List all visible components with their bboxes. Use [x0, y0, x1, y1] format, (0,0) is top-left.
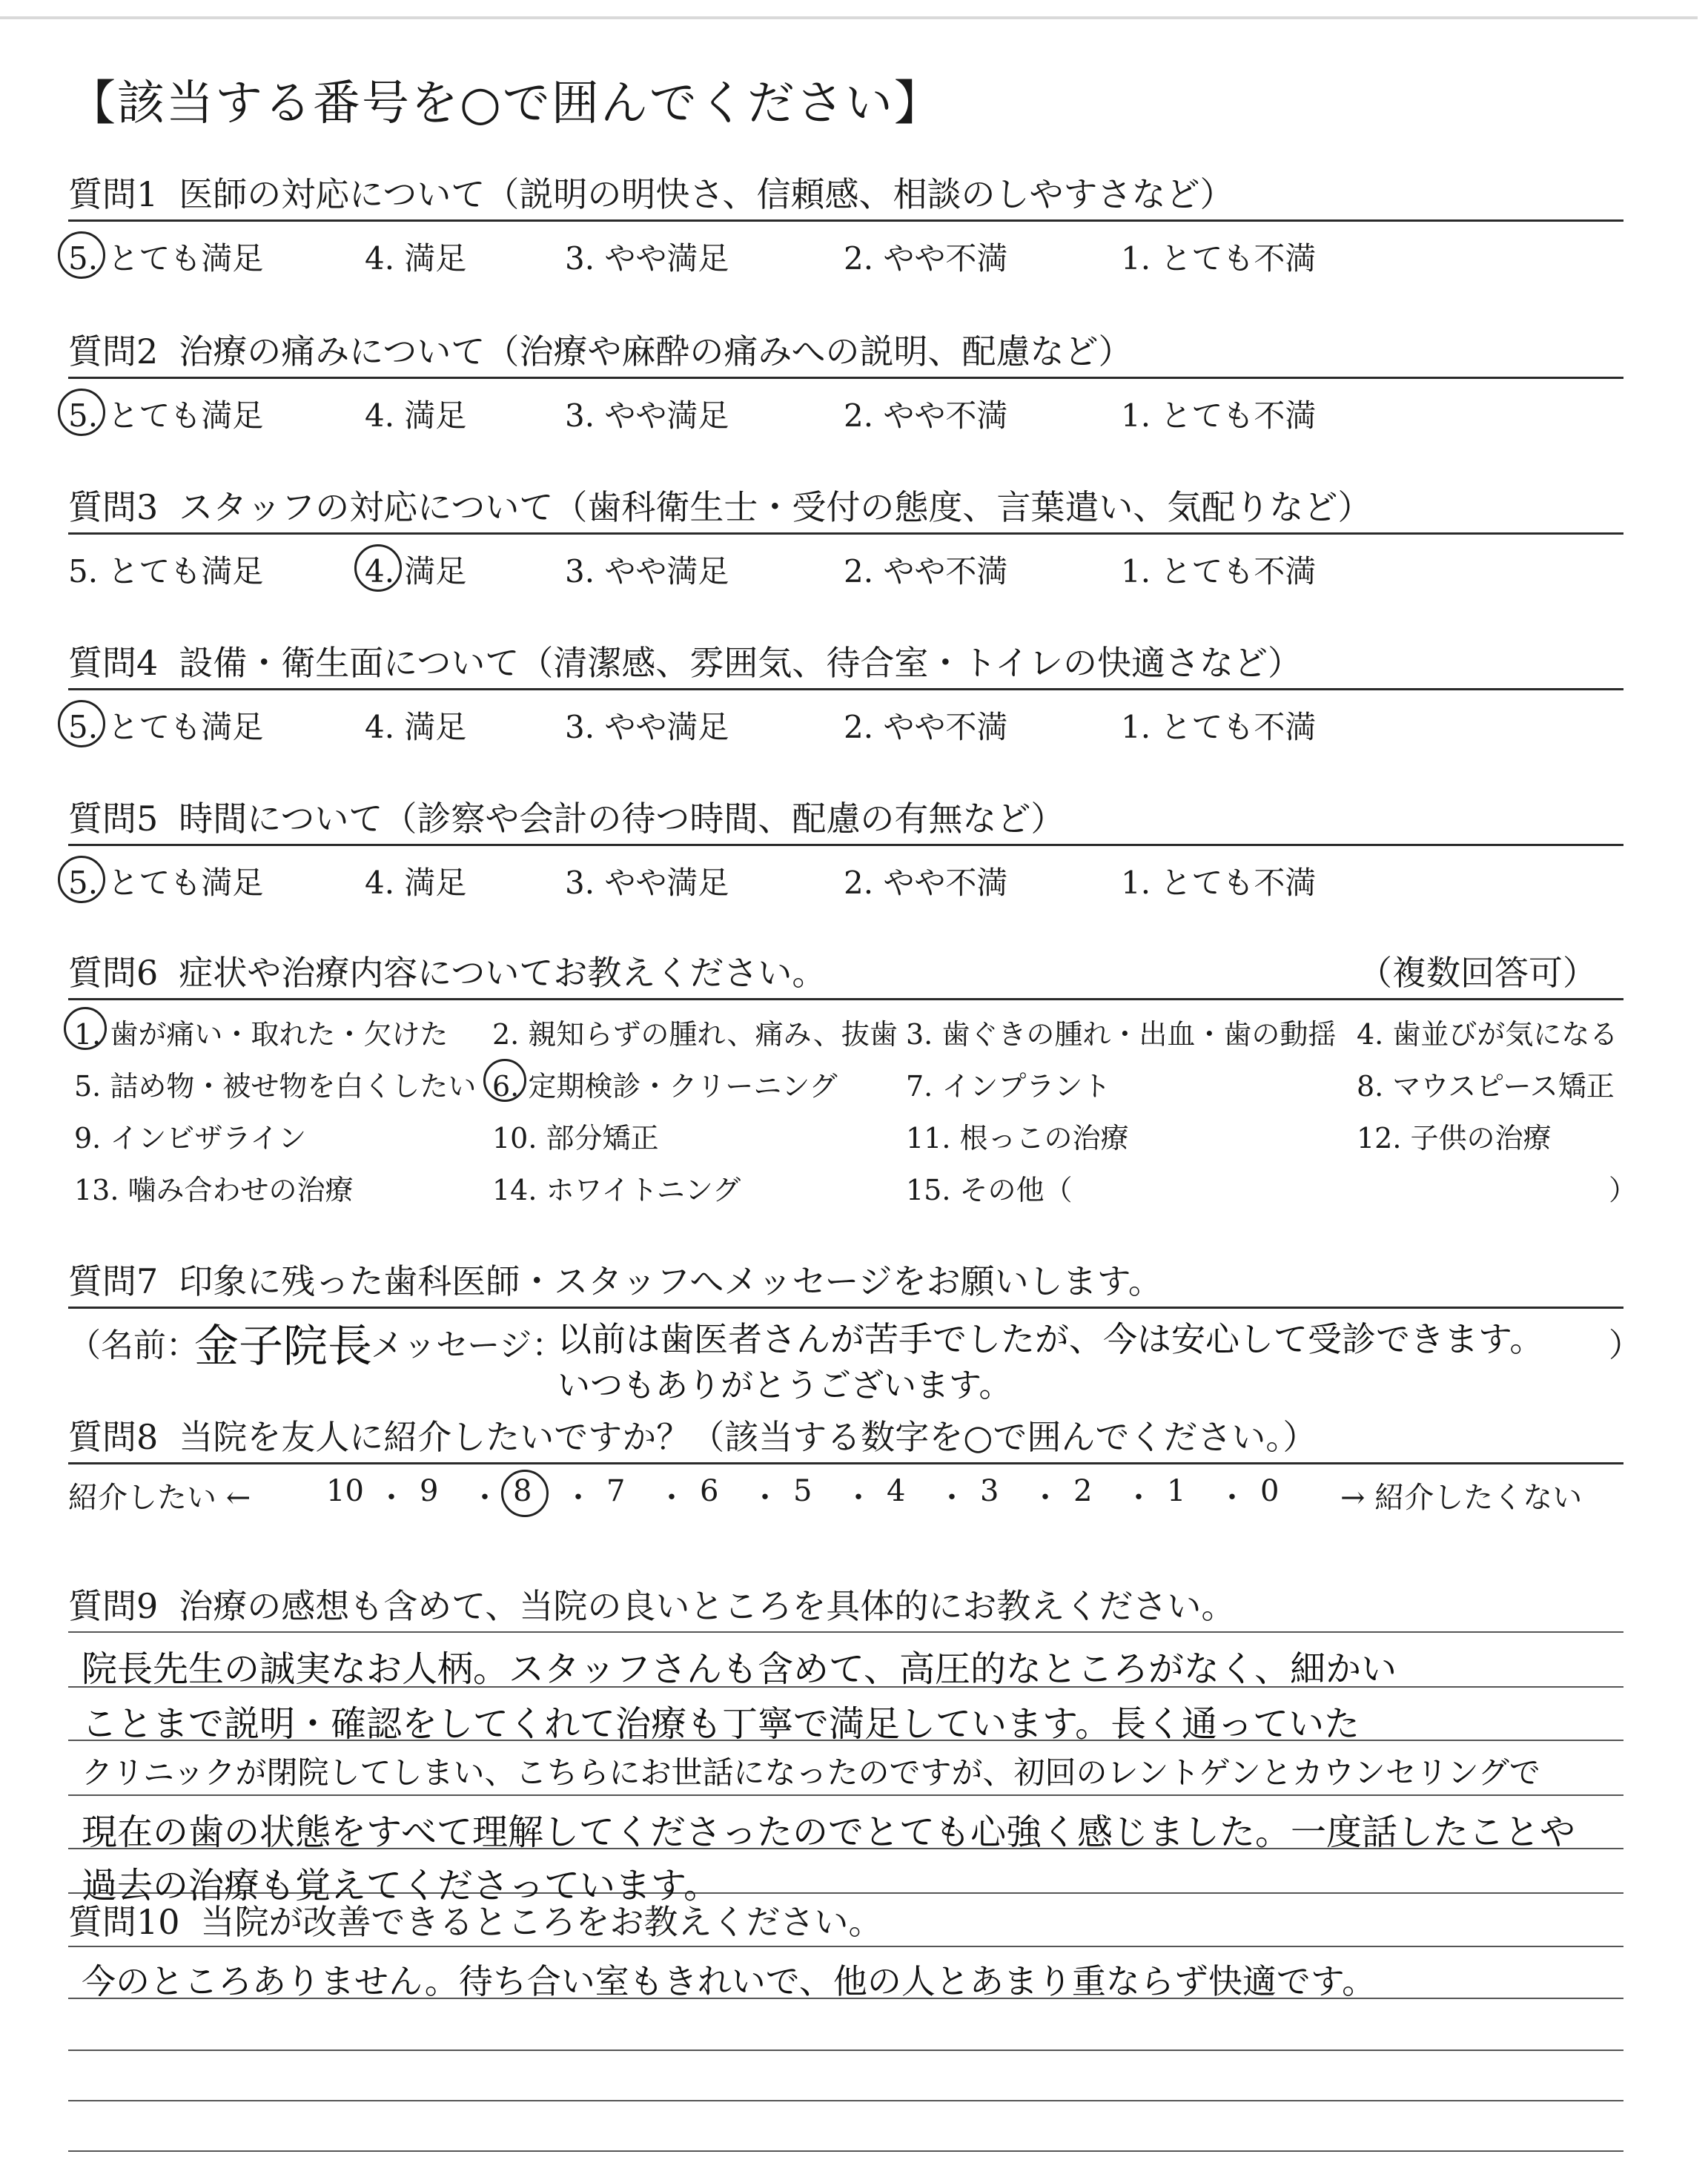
scale-separator: ・ — [563, 1481, 593, 1515]
scale-separator: ・ — [470, 1481, 500, 1515]
question-1 — [68, 168, 1234, 217]
rating-option-1: 1. とても不満 — [1121, 709, 1317, 745]
rating-option-2: 2. やや不満 — [844, 553, 1008, 589]
handwritten-answer-line-4: 現在の歯の状態をすべて理解してくださったのでとても心強く感じました。一度話したことや — [82, 1811, 1576, 1853]
rating-option-3: 3. やや満足 — [565, 397, 729, 434]
page-heading: 【該当する番号を○で囲んでください】 — [68, 76, 943, 131]
answer-rule — [68, 1631, 1623, 1633]
question-text: 医師の対応について（説明の明快さ、信頼感、相談のしやすさなど） — [179, 174, 1234, 214]
symptom-option-13: 13. 噛み合わせの治療 — [74, 1174, 354, 1206]
recommend-left-label: 紹介したい ← — [68, 1481, 251, 1515]
scale-separator: ・ — [1124, 1481, 1153, 1515]
rating-option-3: 3. やや満足 — [565, 865, 729, 901]
question-5-rule — [68, 844, 1623, 846]
handwritten-answer-line-1: 院長先生の誠実なお人柄。スタッフさんも含めて、高圧的なところがなく、細かい — [82, 1648, 1397, 1690]
symptom-option-9: 9. インビザライン — [74, 1122, 307, 1155]
selection-circle — [58, 856, 105, 903]
answer-rule — [68, 1794, 1623, 1796]
handwritten-name: 金子院長 — [194, 1321, 372, 1373]
selection-circle — [483, 1059, 526, 1102]
question-10 — [68, 1895, 883, 1944]
handwritten-answer-line-2: ことまで説明・確認をしてくれて治療も丁寧で満足しています。長く通っていた — [82, 1703, 1360, 1745]
message-closing-paren: ） — [1609, 1327, 1641, 1364]
question-2 — [68, 325, 1132, 374]
rating-option-1: 1. とても不満 — [1121, 397, 1317, 434]
question-number: 質問2 — [68, 331, 159, 371]
rating-option-5: 5. とても満足 — [68, 553, 264, 589]
scale-separator: ・ — [657, 1481, 686, 1515]
question-number: 質問6 — [68, 953, 159, 993]
question-1-rule — [68, 219, 1623, 222]
rating-option-4: 4. 満足 — [365, 709, 467, 745]
scale-separator: ・ — [1030, 1481, 1060, 1515]
handwritten-answer-line-5: 過去の治療も覚えてくださっています。 — [82, 1865, 720, 1906]
question-8 — [68, 1410, 1317, 1459]
scale-value-3: 3 — [980, 1474, 999, 1508]
rating-option-5: 5. とても満足 — [68, 865, 264, 901]
rating-option-1: 1. とても不満 — [1121, 240, 1317, 277]
question-8-rule — [68, 1462, 1623, 1464]
handwritten-message-line-1: 以前は歯医者さんが苦手でしたが、今は安心して受診できます。 — [557, 1319, 1544, 1359]
handwritten-improvement-line-1: 今のところありません。待ち合い室もきれいで、他の人とあまり重ならず快適です。 — [82, 1961, 1377, 2001]
rating-option-1: 1. とても不満 — [1121, 553, 1317, 589]
handwritten-message-line-2: いつもありがとうございます。 — [557, 1367, 1012, 1404]
answer-rule — [68, 1946, 1623, 1947]
scale-separator: ・ — [750, 1481, 780, 1515]
question-9 — [68, 1579, 1235, 1628]
question-number: 質問8 — [68, 1417, 159, 1457]
selection-circle — [58, 389, 105, 436]
rating-option-2: 2. やや不満 — [844, 865, 1008, 901]
selection-circle — [64, 1007, 107, 1050]
question-3-rule — [68, 532, 1623, 535]
symptom-option-2: 2. 親知らずの腫れ、痛み、抜歯 — [492, 1018, 898, 1051]
question-number: 質問9 — [68, 1586, 159, 1626]
rating-option-3: 3. やや満足 — [565, 240, 729, 277]
selection-circle — [58, 700, 105, 747]
symptom-option-11: 11. 根っこの治療 — [906, 1122, 1129, 1155]
symptom-option-10: 10. 部分矯正 — [492, 1122, 659, 1155]
scale-value-4: 4 — [887, 1474, 906, 1508]
question-text: 当院が改善できるところをお教えください。 — [200, 1902, 883, 1942]
question-text: 治療の感想も含めて、当院の良いところを具体的にお教えください。 — [179, 1586, 1236, 1626]
question-4-rule — [68, 688, 1623, 690]
scale-separator: ・ — [937, 1481, 967, 1515]
question-number: 質問3 — [68, 487, 159, 527]
handwritten-answer-line-3: クリニックが閉院してしまい、こちらにお世話になったのですが、初回のレントゲンとカウンセリングで — [82, 1754, 1540, 1791]
question-7-rule — [68, 1307, 1623, 1309]
scale-separator: ・ — [377, 1481, 406, 1515]
question-3 — [68, 480, 1371, 529]
scale-value-2: 2 — [1073, 1474, 1093, 1508]
symptom-option-8: 8. マウスピース矯正 — [1357, 1070, 1615, 1103]
message-label: メッセージ： — [371, 1327, 565, 1364]
question-number: 質問7 — [68, 1261, 159, 1301]
scale-value-0: 0 — [1260, 1474, 1280, 1508]
rating-option-4: 4. 満足 — [365, 865, 467, 901]
answer-rule — [68, 2150, 1623, 2152]
recommend-right-label: → 紹介したくない — [1340, 1481, 1583, 1515]
question-2-rule — [68, 377, 1623, 379]
question-5 — [68, 792, 1065, 841]
selection-circle — [58, 231, 105, 279]
rating-option-5: 5. とても満足 — [68, 240, 264, 277]
name-label: （名前： — [68, 1327, 199, 1364]
rating-option-4: 4. 満足 — [365, 240, 467, 277]
symptom-option-3: 3. 歯ぐきの腫れ・出血・歯の動揺 — [906, 1018, 1337, 1051]
question-text: 症状や治療内容についてお教えください。 — [179, 953, 827, 993]
rating-option-1: 1. とても不満 — [1121, 865, 1317, 901]
rating-option-3: 3. やや満足 — [565, 553, 729, 589]
question-number: 質問5 — [68, 799, 159, 839]
scale-value-9: 9 — [420, 1474, 439, 1508]
symptom-option-1: 1. 歯が痛い・取れた・欠けた — [74, 1018, 448, 1051]
scale-value-5: 5 — [793, 1474, 812, 1508]
question-text: スタッフの対応について（歯科衛生士・受付の態度、言葉遣い、気配りなど） — [179, 487, 1372, 527]
question-6-rule — [68, 998, 1623, 1000]
other-closing-paren: ） — [1609, 1174, 1638, 1206]
rating-option-5: 5. とても満足 — [68, 709, 264, 745]
question-text: 時間について（診察や会計の待つ時間、配慮の有無など） — [179, 799, 1065, 839]
question-4 — [68, 636, 1302, 685]
selection-circle — [354, 544, 402, 592]
rating-option-2: 2. やや不満 — [844, 240, 1008, 277]
scale-value-1: 1 — [1167, 1474, 1186, 1508]
answer-rule — [68, 2050, 1623, 2051]
multiple-answers-note: （複数回答可） — [1358, 953, 1597, 993]
scale-separator: ・ — [1217, 1481, 1247, 1515]
rating-option-5: 5. とても満足 — [68, 397, 264, 434]
question-number: 質問10 — [68, 1902, 180, 1942]
rating-option-4: 4. 満足 — [365, 553, 467, 589]
scale-value-8: 8 — [513, 1474, 532, 1508]
rating-option-3: 3. やや満足 — [565, 709, 729, 745]
scale-separator: ・ — [844, 1481, 873, 1515]
symptom-option-6: 6. 定期検診・クリーニング — [492, 1070, 838, 1103]
scale-value-7: 7 — [606, 1474, 626, 1508]
question-number: 質問4 — [68, 643, 159, 683]
symptom-option-12: 12. 子供の治療 — [1357, 1122, 1552, 1155]
symptom-option-5: 5. 詰め物・被せ物を白くしたい — [74, 1070, 477, 1103]
scan-edge-line — [0, 16, 1698, 19]
question-7 — [68, 1255, 1162, 1304]
rating-option-2: 2. やや不満 — [844, 709, 1008, 745]
selection-circle — [501, 1470, 549, 1517]
symptom-option-15: 15. その他（ — [906, 1174, 1073, 1206]
symptom-option-14: 14. ホワイトニング — [492, 1174, 741, 1206]
question-text: 当院を友人に紹介したいですか？（該当する数字を○で囲んでください。） — [179, 1417, 1317, 1457]
question-text: 治療の痛みについて（治療や麻酔の痛みへの説明、配慮など） — [179, 331, 1133, 371]
answer-rule — [68, 2100, 1623, 2101]
rating-option-4: 4. 満足 — [365, 397, 467, 434]
symptom-option-7: 7. インプラント — [906, 1070, 1111, 1103]
rating-option-2: 2. やや不満 — [844, 397, 1008, 434]
scale-value-10: 10 — [326, 1474, 364, 1508]
symptom-option-4: 4. 歯並びが気になる — [1357, 1018, 1618, 1051]
question-text: 印象に残った歯科医師・スタッフへメッセージをお願いします。 — [179, 1261, 1162, 1301]
question-6 — [68, 946, 826, 995]
question-text: 設備・衛生面について（清潔感、雰囲気、待合室・トイレの快適さなど） — [179, 643, 1302, 683]
scale-value-6: 6 — [700, 1474, 719, 1508]
question-number: 質問1 — [68, 174, 159, 214]
